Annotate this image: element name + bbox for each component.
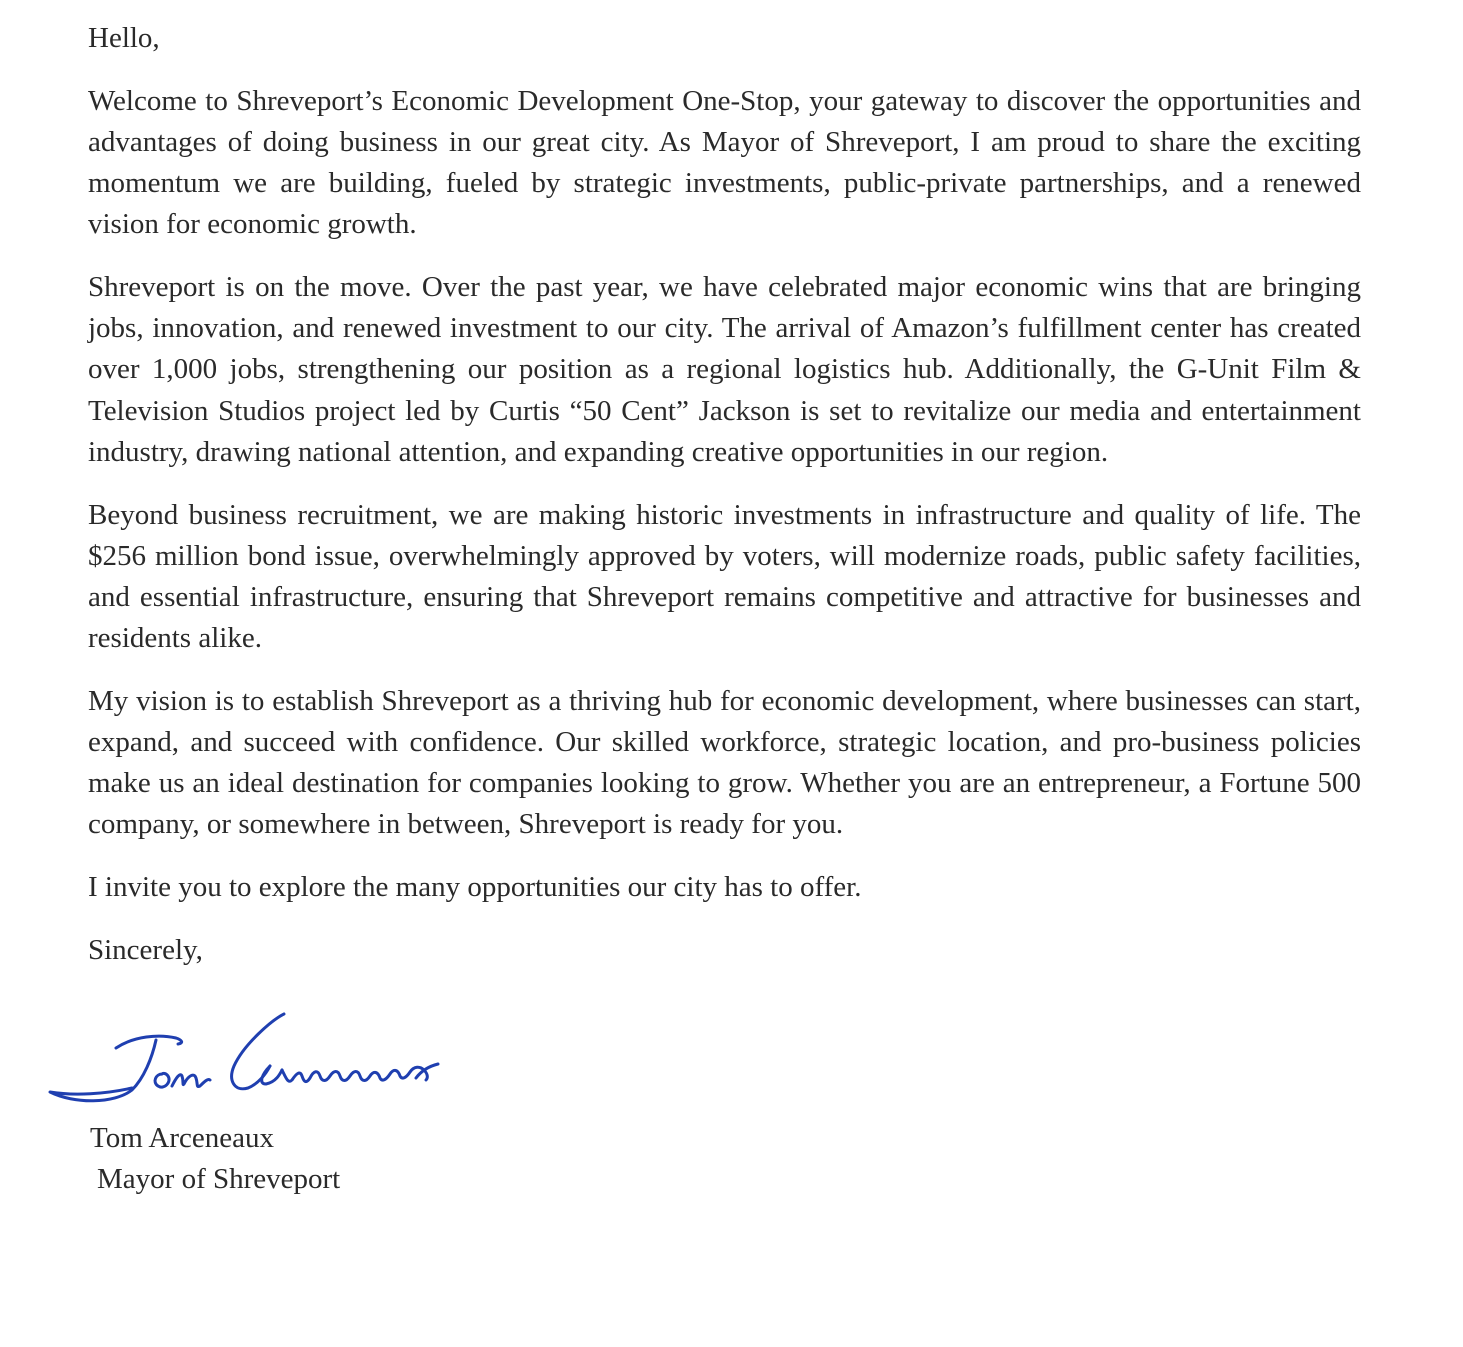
letter-paragraph-vision: My vision is to establish Shreveport as a thriving hub for economic development, where businesses can start, expand, and succeed with confidence. Our skilled workforce, strategic location, and pro-business policies make us an ideal destination for companies looking to grow. Whether you are an entrepreneur, a Fortune 500 company, or somewhere in between, Shreveport is ready for you.	[88, 684, 1361, 841]
signer-name: Tom Arceneaux	[90, 1122, 274, 1154]
letter-greeting: Hello,	[88, 22, 160, 54]
handwritten-signature	[44, 1008, 444, 1116]
letter-paragraph-infrastructure: Beyond business recruitment, we are making historic investments in infrastructure and quality of life. The $256 million bond issue, overwhelmingly approved by voters, will modernize roads, public safety facilities, and essential infrastructure, ensuring that Shreveport remains competitive and attractive for businesses and residents alike.	[88, 498, 1361, 655]
letter-paragraph-invitation: I invite you to explore the many opportunities our city has to offer.	[88, 871, 862, 904]
letter-paragraph-economic-wins: Shreveport is on the move. Over the past year, we have celebrated major economic wins that are bringing jobs, innovation, and renewed investment to our city. The arrival of Amazon’s fulfillment center has created over 1,000 jobs, strengthening our position as a regional logistics hub. Additionally, the G-Unit Film & Television Studios project led by Curtis “50 Cent” Jackson is set to revitalize our media and entertainment industry, drawing national attention, and expanding creative opportunities in our region.	[88, 271, 1361, 468]
letter-body	[88, 18, 1361, 971]
signature-icon	[44, 1008, 444, 1116]
letter-closing: Sincerely,	[88, 933, 203, 966]
signer-title: Mayor of Shreveport	[97, 1163, 341, 1195]
letter-paragraph-welcome: Welcome to Shreveport’s Economic Development One-Stop, your gateway to discover the opportunities and advantages of doing business in our great city. As Mayor of Shreveport, I am proud to share the exciting momentum we are building, fueled by strategic investments, public-private partnerships, and a renewed vision for economic growth.	[88, 84, 1361, 241]
signature-strokes	[50, 1014, 438, 1101]
